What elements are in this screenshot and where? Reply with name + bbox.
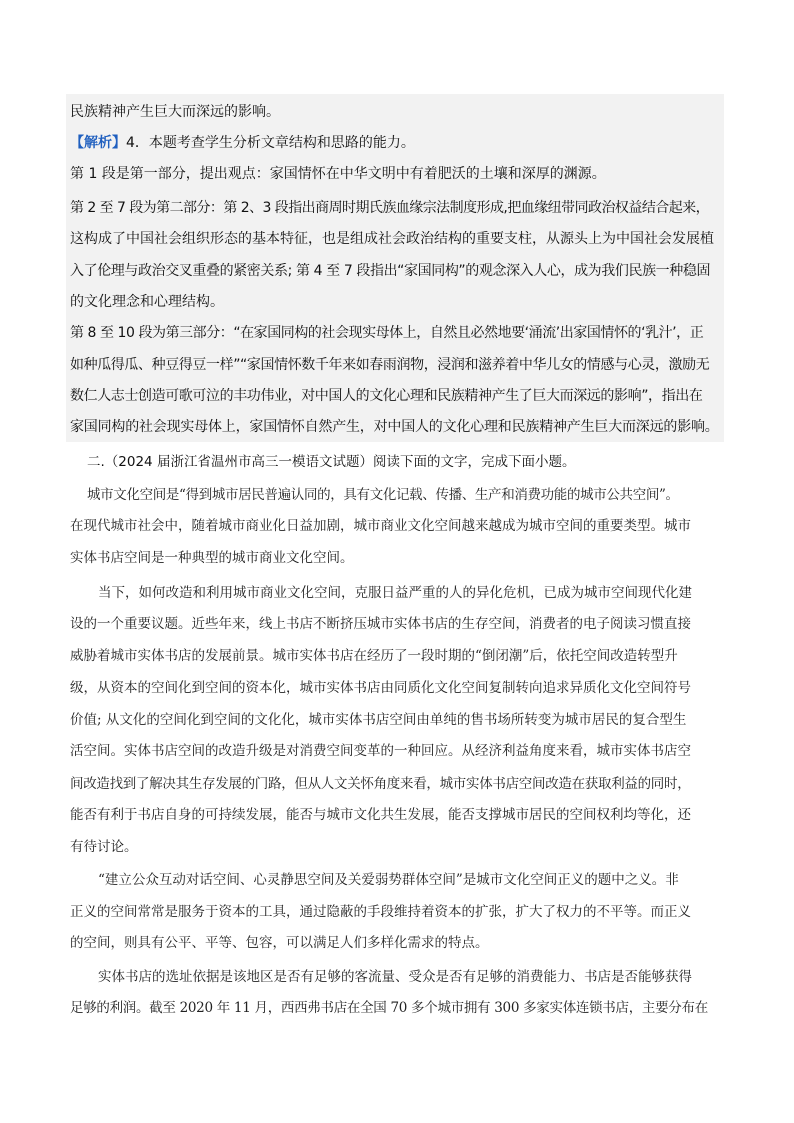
- passage-line: 有待讨论。: [70, 839, 138, 855]
- section-title: 二.（2024 届浙江省温州市高三一模语文试题）阅读下面的文字，完成下面小题。: [87, 454, 576, 470]
- passage-line: 正义的空间常常是服务于资本的工具，通过隐蔽的手段维持着资本的扩张，扩大了权力的不平等。而正义: [70, 904, 691, 920]
- passage-line: 的空间，则具有公平、平等、包容，可以满足人们多样化需求的特点。: [70, 935, 489, 951]
- analysis-line: 【解析】4．本题考查学生分析文章结构和思路的能力。: [70, 135, 415, 151]
- passage-line: 足够的利润。截至 2020 年 11 月，西西弗书店在全国 70 多个城市拥有 300 多家实体连锁书店，主要分布在: [70, 1000, 708, 1016]
- passage-line: 实体书店的选址依据是该地区是否有足够的客流量、受众是否有足够的消费能力、书店是否能够获得: [98, 969, 692, 985]
- analysis-line: 入了伦理与政治交叉重叠的紧密关系; 第 4 至 7 段指出“家国同构”的观念深入人心，成为我们民族一种稳固: [70, 263, 711, 279]
- analysis-line: 家国同构的社会现实母体上，家国情怀自然产生，对中国人的文化心理和民族精神产生巨大而深远的影响。: [70, 419, 719, 435]
- passage-line: 实体书店空间是一种典型的城市商业文化空间。: [70, 550, 354, 566]
- passage-line: 活空间。实体书店空间的改造升级是对消费空间变革的一种回应。从经济利益角度来看，城市实体书店空: [70, 743, 691, 759]
- passage-line: 城市文化空间是“得到城市居民普遍认同的，具有文化记载、传播、生产和消费功能的城市公共空间”。: [87, 487, 679, 503]
- analysis-line: 第 8 至 10 段为第三部分：“在家国同构的社会现实母体上，自然且必然地要‘涌流’出家国情怀的‘乳汁’，正: [70, 325, 704, 341]
- passage-line: 设的一个重要议题。近些年来，线上书店不断挤压城市实体书店的生存空间，消费者的电子阅读习惯直接: [70, 616, 691, 632]
- passage-line: 在现代城市社会中，随着城市商业化日益加剧，城市商业文化空间越来越成为城市空间的重要类型。城市: [70, 518, 691, 534]
- passage-line: 能否有利于书店自身的可持续发展，能否与城市文化共生发展，能否支撑城市居民的空间权利均等化，还: [70, 807, 691, 823]
- analysis-line: 第 1 段是第一部分，提出观点：家国情怀在中华文明中有着肥沃的土壤和深厚的渊源。: [70, 166, 606, 182]
- analysis-line: 的文化理念和心理结构。: [70, 294, 224, 310]
- analysis-line: 这构成了中国社会组织形态的基本特征，也是组成社会政治结构的重要支柱，从源头上为中国社会发展植: [70, 231, 714, 247]
- passage-line: 当下，如何改造和利用城市商业文化空间，克服日益严重的人的异化危机，已成为城市空间现代化建: [98, 585, 692, 601]
- analysis-line: 数仁人志士创造可歌可泣的丰功伟业，对中国人的文化心理和民族精神产生了巨大而深远的影响”，指出在: [70, 388, 703, 404]
- analysis-line: 如种瓜得瓜、种豆得豆一样”“家国情怀数千年来如春雨润物，浸润和滋养着中华儿女的情感与心灵，激励无: [70, 357, 710, 373]
- passage-line: 价值; 从文化的空间化到空间的文化化，城市实体书店空间由单纯的售书场所转变为城市居民的复合型生: [70, 712, 687, 728]
- passage-line: 威胁着城市实体书店的发展前景。城市实体书店在经历了一段时期的“倒闭潮”后，依托空间改造转型升: [70, 648, 678, 664]
- analysis-line: 第 2 至 7 段为第二部分：第 2、3 段指出商周时期氏族血缘宗法制度形成,把血缘纽带同政治权益结合起来，: [70, 200, 710, 216]
- analysis-tag: 【解析】: [70, 135, 126, 151]
- passage-line: 级，从资本的空间化到空间的资本化，城市实体书店由同质化文化空间复制转向追求异质化文化空间符号: [70, 680, 691, 696]
- passage-line: “建立公众互动对话空间、心灵静思空间及关爱弱势群体空间”是城市文化空间正义的题中之义。非: [98, 872, 679, 888]
- analysis-line: 民族精神产生巨大而深远的影响。: [70, 104, 280, 120]
- passage-line: 间改造找到了解决其生存发展的门路，但从人文关怀角度来看，城市实体书店空间改造在获取利益的同时，: [70, 776, 691, 792]
